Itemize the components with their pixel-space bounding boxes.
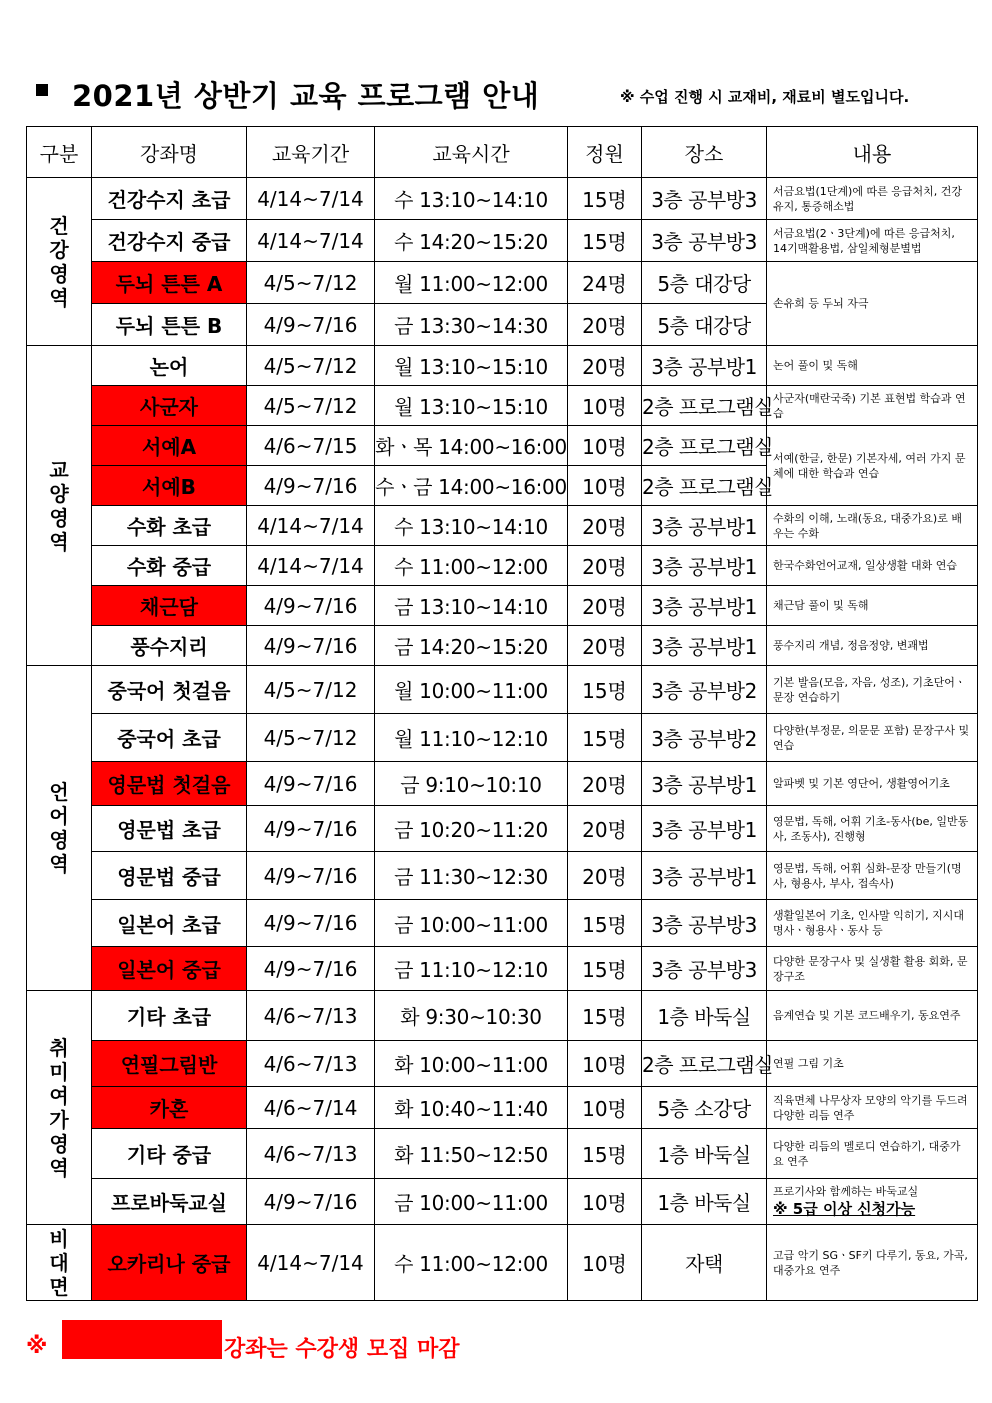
course-name: 영문법 첫걸음 xyxy=(92,762,247,806)
course-description-text: 영문법, 독해, 어휘 심화-문장 만들기(명사, 형용사, 부사, 접속사) xyxy=(773,861,962,890)
course-place: 3층 공부방3 xyxy=(642,947,767,991)
table-row xyxy=(27,626,978,666)
course-place: 2층 프로그램실 xyxy=(642,386,767,426)
course-description-text: 기본 발음(모음, 자음, 성조), 기초단어ㆍ문장 연습하기 xyxy=(773,675,966,704)
course-description-text: 영문법, 독해, 어휘 기초-동사(be, 일반동사, 조동사), 진행형 xyxy=(773,814,969,843)
course-period: 4/6~7/13 xyxy=(247,991,375,1041)
eligibility-note: ※ 5급 이상 신청가능 xyxy=(773,1200,916,1218)
course-capacity: 20명 xyxy=(568,304,642,346)
course-capacity: 15명 xyxy=(568,220,642,262)
course-name: 두뇌 튼튼 B xyxy=(92,304,247,346)
course-place: 5층 소강당 xyxy=(642,1087,767,1129)
course-time: 수 11:00~12:00 xyxy=(375,1225,568,1301)
course-capacity: 20명 xyxy=(568,852,642,900)
course-description xyxy=(767,626,978,666)
table-row xyxy=(27,852,978,900)
course-period: 4/9~7/16 xyxy=(247,586,375,626)
course-place: 3층 공부방2 xyxy=(642,714,767,762)
course-place: 3층 공부방1 xyxy=(642,346,767,386)
category-char: 양 xyxy=(49,481,69,506)
course-period: 4/9~7/16 xyxy=(247,947,375,991)
course-period: 4/5~7/12 xyxy=(247,262,375,304)
table-row xyxy=(27,1041,978,1087)
course-time: 금 10:20~11:20 xyxy=(375,806,568,852)
course-place: 3층 공부방1 xyxy=(642,626,767,666)
category-char: 영 xyxy=(49,505,69,530)
course-time: 화 10:40~11:40 xyxy=(375,1087,568,1129)
course-description xyxy=(767,178,978,220)
table-row xyxy=(27,666,978,714)
table-row xyxy=(27,762,978,806)
course-place: 3층 공부방3 xyxy=(642,178,767,220)
course-time: 화ㆍ목 14:00~16:00 xyxy=(375,426,568,466)
category-cell xyxy=(27,1225,92,1301)
course-description xyxy=(767,346,978,386)
course-description-text: 음계연습 및 기본 코드배우기, 동요연주 xyxy=(773,1009,961,1022)
category-char: 면 xyxy=(49,1274,69,1299)
course-time: 월 13:10~15:10 xyxy=(375,346,568,386)
course-capacity: 10명 xyxy=(568,426,642,466)
course-place: 2층 프로그램실 xyxy=(642,426,767,466)
course-description xyxy=(767,220,978,262)
course-name: 기타 초급 xyxy=(92,991,247,1041)
course-capacity: 10명 xyxy=(568,1179,642,1225)
course-description-text: 직육면체 나무상자 모양의 악기를 두드려 다양한 리듬 연주 xyxy=(773,1093,968,1122)
course-time: 화 10:00~11:00 xyxy=(375,1041,568,1087)
table-row xyxy=(27,546,978,586)
course-name: 일본어 중급 xyxy=(92,947,247,991)
course-name: 기타 중급 xyxy=(92,1129,247,1179)
footer-mark: ※ xyxy=(26,1334,48,1359)
course-time: 월 13:10~15:10 xyxy=(375,386,568,426)
course-capacity: 15명 xyxy=(568,178,642,220)
course-description xyxy=(767,991,978,1041)
category-cell xyxy=(27,666,92,991)
course-description xyxy=(767,262,978,346)
course-description xyxy=(767,586,978,626)
table-header-row xyxy=(27,127,978,178)
course-period: 4/6~7/13 xyxy=(247,1041,375,1087)
course-period: 4/9~7/16 xyxy=(247,762,375,806)
course-capacity: 15명 xyxy=(568,1129,642,1179)
course-name: 일본어 초급 xyxy=(92,900,247,947)
category-cell xyxy=(27,991,92,1225)
course-description-text: 채근담 풀이 및 독해 xyxy=(773,599,869,612)
footer-notice xyxy=(26,1320,966,1370)
course-place: 3층 공부방1 xyxy=(642,506,767,546)
category-char: 영 xyxy=(49,261,69,286)
course-description-text: 다양한(부정문, 의문문 포함) 문장구사 및 연습 xyxy=(773,723,970,752)
course-place: 2층 프로그램실 xyxy=(642,1041,767,1087)
course-name: 카혼 xyxy=(92,1087,247,1129)
table-row xyxy=(27,991,978,1041)
course-period: 4/9~7/16 xyxy=(247,852,375,900)
course-name: 수화 초급 xyxy=(92,506,247,546)
footer-text: 강좌는 수강생 모집 마감 xyxy=(224,1337,460,1362)
course-name: 건강수지 초급 xyxy=(92,178,247,220)
course-name: 서예B xyxy=(92,466,247,506)
table-row xyxy=(27,900,978,947)
course-period: 4/9~7/16 xyxy=(247,806,375,852)
course-name: 두뇌 튼튼 A xyxy=(92,262,247,304)
category-char: 역 xyxy=(49,285,69,310)
category-cell xyxy=(27,178,92,346)
course-place: 3층 공부방1 xyxy=(642,762,767,806)
course-capacity: 20명 xyxy=(568,346,642,386)
course-capacity: 20명 xyxy=(568,806,642,852)
course-place: 3층 공부방1 xyxy=(642,546,767,586)
course-time: 금 13:30~14:30 xyxy=(375,304,568,346)
course-capacity: 20명 xyxy=(568,626,642,666)
course-time: 금 10:00~11:00 xyxy=(375,900,568,947)
course-name: 풍수지리 xyxy=(92,626,247,666)
course-description xyxy=(767,806,978,852)
table-row xyxy=(27,346,978,386)
course-name: 영문법 초급 xyxy=(92,806,247,852)
material-cost-note: ※ 수업 진행 시 교재비, 재료비 별도입니다. xyxy=(620,88,910,106)
course-capacity: 15명 xyxy=(568,947,642,991)
course-description xyxy=(767,900,978,947)
course-period: 4/14~7/14 xyxy=(247,506,375,546)
course-name: 서예A xyxy=(92,426,247,466)
course-description-text: 서예(한글, 한문) 기본자세, 여러 가지 문체에 대한 학습과 연습 xyxy=(773,451,966,480)
course-capacity: 10명 xyxy=(568,466,642,506)
course-capacity: 20명 xyxy=(568,506,642,546)
course-period: 4/14~7/14 xyxy=(247,220,375,262)
course-period: 4/14~7/14 xyxy=(247,1225,375,1301)
course-time: 화 11:50~12:50 xyxy=(375,1129,568,1179)
category-char: 역 xyxy=(49,1155,69,1180)
category-char: 언 xyxy=(49,780,69,804)
course-description xyxy=(767,1129,978,1179)
course-place: 3층 공부방1 xyxy=(642,852,767,900)
course-description xyxy=(767,1179,978,1225)
course-period: 4/9~7/16 xyxy=(247,900,375,947)
course-name: 사군자 xyxy=(92,386,247,426)
category-char: 여 xyxy=(49,1083,69,1108)
course-capacity: 10명 xyxy=(568,386,642,426)
course-place: 3층 공부방1 xyxy=(642,586,767,626)
table-row xyxy=(27,1179,978,1225)
category-char: 어 xyxy=(49,804,69,828)
course-period: 4/6~7/13 xyxy=(247,1129,375,1179)
category-char: 취 xyxy=(49,1035,69,1060)
course-place: 자택 xyxy=(642,1225,767,1301)
course-time: 수 11:00~12:00 xyxy=(375,546,568,586)
course-name: 프로바둑교실 xyxy=(92,1179,247,1225)
course-period: 4/14~7/14 xyxy=(247,546,375,586)
course-description-text: 풍수지리 개념, 정음정양, 변괘법 xyxy=(773,639,929,652)
title-bullet-icon xyxy=(36,84,48,96)
course-period: 4/9~7/16 xyxy=(247,466,375,506)
course-time: 수 14:20~15:20 xyxy=(375,220,568,262)
course-name: 건강수지 중급 xyxy=(92,220,247,262)
course-place: 3층 공부방1 xyxy=(642,806,767,852)
course-description-text: 알파벳 및 기본 영단어, 생활영어기초 xyxy=(773,777,950,790)
course-description-text: 손유희 등 두뇌 자극 xyxy=(773,297,869,310)
category-cell xyxy=(27,346,92,666)
header-time: 교육시간 xyxy=(375,127,568,178)
table-row xyxy=(27,1129,978,1179)
course-period: 4/9~7/16 xyxy=(247,626,375,666)
course-time: 수 13:10~14:10 xyxy=(375,506,568,546)
course-name: 연필그림반 xyxy=(92,1041,247,1087)
course-capacity: 15명 xyxy=(568,666,642,714)
course-period: 4/6~7/15 xyxy=(247,426,375,466)
course-period: 4/5~7/12 xyxy=(247,666,375,714)
course-time: 금 9:10~10:10 xyxy=(375,762,568,806)
course-description-text: 고급 악기 SGㆍSF키 다루기, 동요, 가곡, 대중가요 연주 xyxy=(773,1248,968,1277)
header-place: 장소 xyxy=(642,127,767,178)
course-description xyxy=(767,506,978,546)
course-description xyxy=(767,947,978,991)
course-description xyxy=(767,426,978,506)
course-capacity: 10명 xyxy=(568,1041,642,1087)
table-row xyxy=(27,1087,978,1129)
course-capacity: 24명 xyxy=(568,262,642,304)
course-name: 중국어 첫걸음 xyxy=(92,666,247,714)
course-description-text: 서금요법(2ㆍ3단계)에 따른 응급처치, 14기맥활용법, 삼일체형분별법 xyxy=(773,226,955,255)
course-place: 3층 공부방2 xyxy=(642,666,767,714)
category-char: 교 xyxy=(49,457,69,482)
course-place: 5층 대강당 xyxy=(642,262,767,304)
course-time: 금 14:20~15:20 xyxy=(375,626,568,666)
table-row xyxy=(27,947,978,991)
course-time: 수 13:10~14:10 xyxy=(375,178,568,220)
course-period: 4/5~7/12 xyxy=(247,386,375,426)
course-capacity: 15명 xyxy=(568,714,642,762)
course-period: 4/14~7/14 xyxy=(247,178,375,220)
page-title-row xyxy=(30,74,970,114)
category-char: 가 xyxy=(49,1107,69,1132)
category-char: 영 xyxy=(49,1131,69,1156)
course-name: 오카리나 중급 xyxy=(92,1225,247,1301)
course-description-text: 다양한 문장구사 및 실생활 활용 회화, 문장구조 xyxy=(773,954,968,983)
course-time: 화 9:30~10:30 xyxy=(375,991,568,1041)
table-row xyxy=(27,262,978,304)
table-row xyxy=(27,386,978,426)
course-place: 3층 공부방3 xyxy=(642,900,767,947)
table-row xyxy=(27,178,978,220)
category-char: 건 xyxy=(49,213,69,238)
table-row xyxy=(27,714,978,762)
course-place: 1층 바둑실 xyxy=(642,991,767,1041)
course-description xyxy=(767,1225,978,1301)
header-category: 구분 xyxy=(27,127,92,178)
header-description: 내용 xyxy=(767,127,978,178)
table-row xyxy=(27,586,978,626)
course-description xyxy=(767,852,978,900)
course-place: 1층 바둑실 xyxy=(642,1129,767,1179)
course-capacity: 15명 xyxy=(568,991,642,1041)
course-description-text: 프로기사와 함께하는 바둑교실 xyxy=(773,1185,919,1198)
course-time: 수ㆍ금 14:00~16:00 xyxy=(375,466,568,506)
course-place: 5층 대강당 xyxy=(642,304,767,346)
table-row xyxy=(27,426,978,466)
table-row xyxy=(27,506,978,546)
course-capacity: 20명 xyxy=(568,546,642,586)
category-char: 역 xyxy=(49,529,69,554)
course-name: 논어 xyxy=(92,346,247,386)
course-capacity: 15명 xyxy=(568,900,642,947)
table-row xyxy=(27,1225,978,1301)
course-description xyxy=(767,666,978,714)
closed-color-swatch xyxy=(62,1320,222,1359)
course-capacity: 20명 xyxy=(568,762,642,806)
course-time: 금 13:10~14:10 xyxy=(375,586,568,626)
course-description xyxy=(767,762,978,806)
program-table xyxy=(26,126,978,1301)
course-period: 4/9~7/16 xyxy=(247,304,375,346)
course-name: 중국어 초급 xyxy=(92,714,247,762)
course-capacity: 10명 xyxy=(568,1087,642,1129)
course-description xyxy=(767,546,978,586)
course-capacity: 20명 xyxy=(568,586,642,626)
course-place: 1층 바둑실 xyxy=(642,1179,767,1225)
course-time: 금 10:00~11:00 xyxy=(375,1179,568,1225)
course-name: 수화 중급 xyxy=(92,546,247,586)
category-char: 강 xyxy=(49,237,69,262)
category-char: 대 xyxy=(49,1250,69,1275)
table-row xyxy=(27,220,978,262)
course-time: 금 11:10~12:10 xyxy=(375,947,568,991)
course-description-text: 서금요법(1단계)에 따른 응급처치, 건강유지, 통증해소법 xyxy=(773,184,962,213)
course-period: 4/5~7/12 xyxy=(247,346,375,386)
course-description-text: 논어 풀이 및 독해 xyxy=(773,359,858,372)
course-description xyxy=(767,1087,978,1129)
course-description xyxy=(767,714,978,762)
course-period: 4/5~7/12 xyxy=(247,714,375,762)
category-char: 영 xyxy=(49,828,69,852)
course-description-text: 수화의 이해, 노래(동요, 대중가요)로 배우는 수화 xyxy=(773,511,962,540)
course-time: 금 11:30~12:30 xyxy=(375,852,568,900)
course-description-text: 사군자(매란국죽) 기본 표현법 학습과 연습 xyxy=(773,391,966,420)
page-title: 2021년 상반기 교육 프로그램 안내 xyxy=(72,79,540,113)
category-char: 미 xyxy=(49,1059,69,1084)
category-char: 비 xyxy=(49,1226,69,1251)
course-description-text: 한국수화언어교재, 일상생활 대화 연습 xyxy=(773,559,958,572)
course-place: 3층 공부방3 xyxy=(642,220,767,262)
course-time: 월 11:10~12:10 xyxy=(375,714,568,762)
header-course-name: 강좌명 xyxy=(92,127,247,178)
header-capacity: 정원 xyxy=(568,127,642,178)
course-description xyxy=(767,1041,978,1087)
course-period: 4/6~7/14 xyxy=(247,1087,375,1129)
course-description-text: 연필 그림 기초 xyxy=(773,1057,844,1070)
course-time: 월 11:00~12:00 xyxy=(375,262,568,304)
course-description xyxy=(767,386,978,426)
course-description-text: 생활일본어 기초, 인사말 익히기, 지시대명사ㆍ형용사ㆍ동사 등 xyxy=(773,909,964,937)
course-time: 월 10:00~11:00 xyxy=(375,666,568,714)
course-name: 영문법 중급 xyxy=(92,852,247,900)
course-place: 2층 프로그램실 xyxy=(642,466,767,506)
course-name: 채근담 xyxy=(92,586,247,626)
table-row xyxy=(27,806,978,852)
course-description-text: 다양한 리듬의 멜로디 연습하기, 대중가요 연주 xyxy=(773,1139,961,1168)
category-char: 역 xyxy=(49,852,69,876)
course-period: 4/9~7/16 xyxy=(247,1179,375,1225)
header-period: 교육기간 xyxy=(247,127,375,178)
course-capacity: 10명 xyxy=(568,1225,642,1301)
